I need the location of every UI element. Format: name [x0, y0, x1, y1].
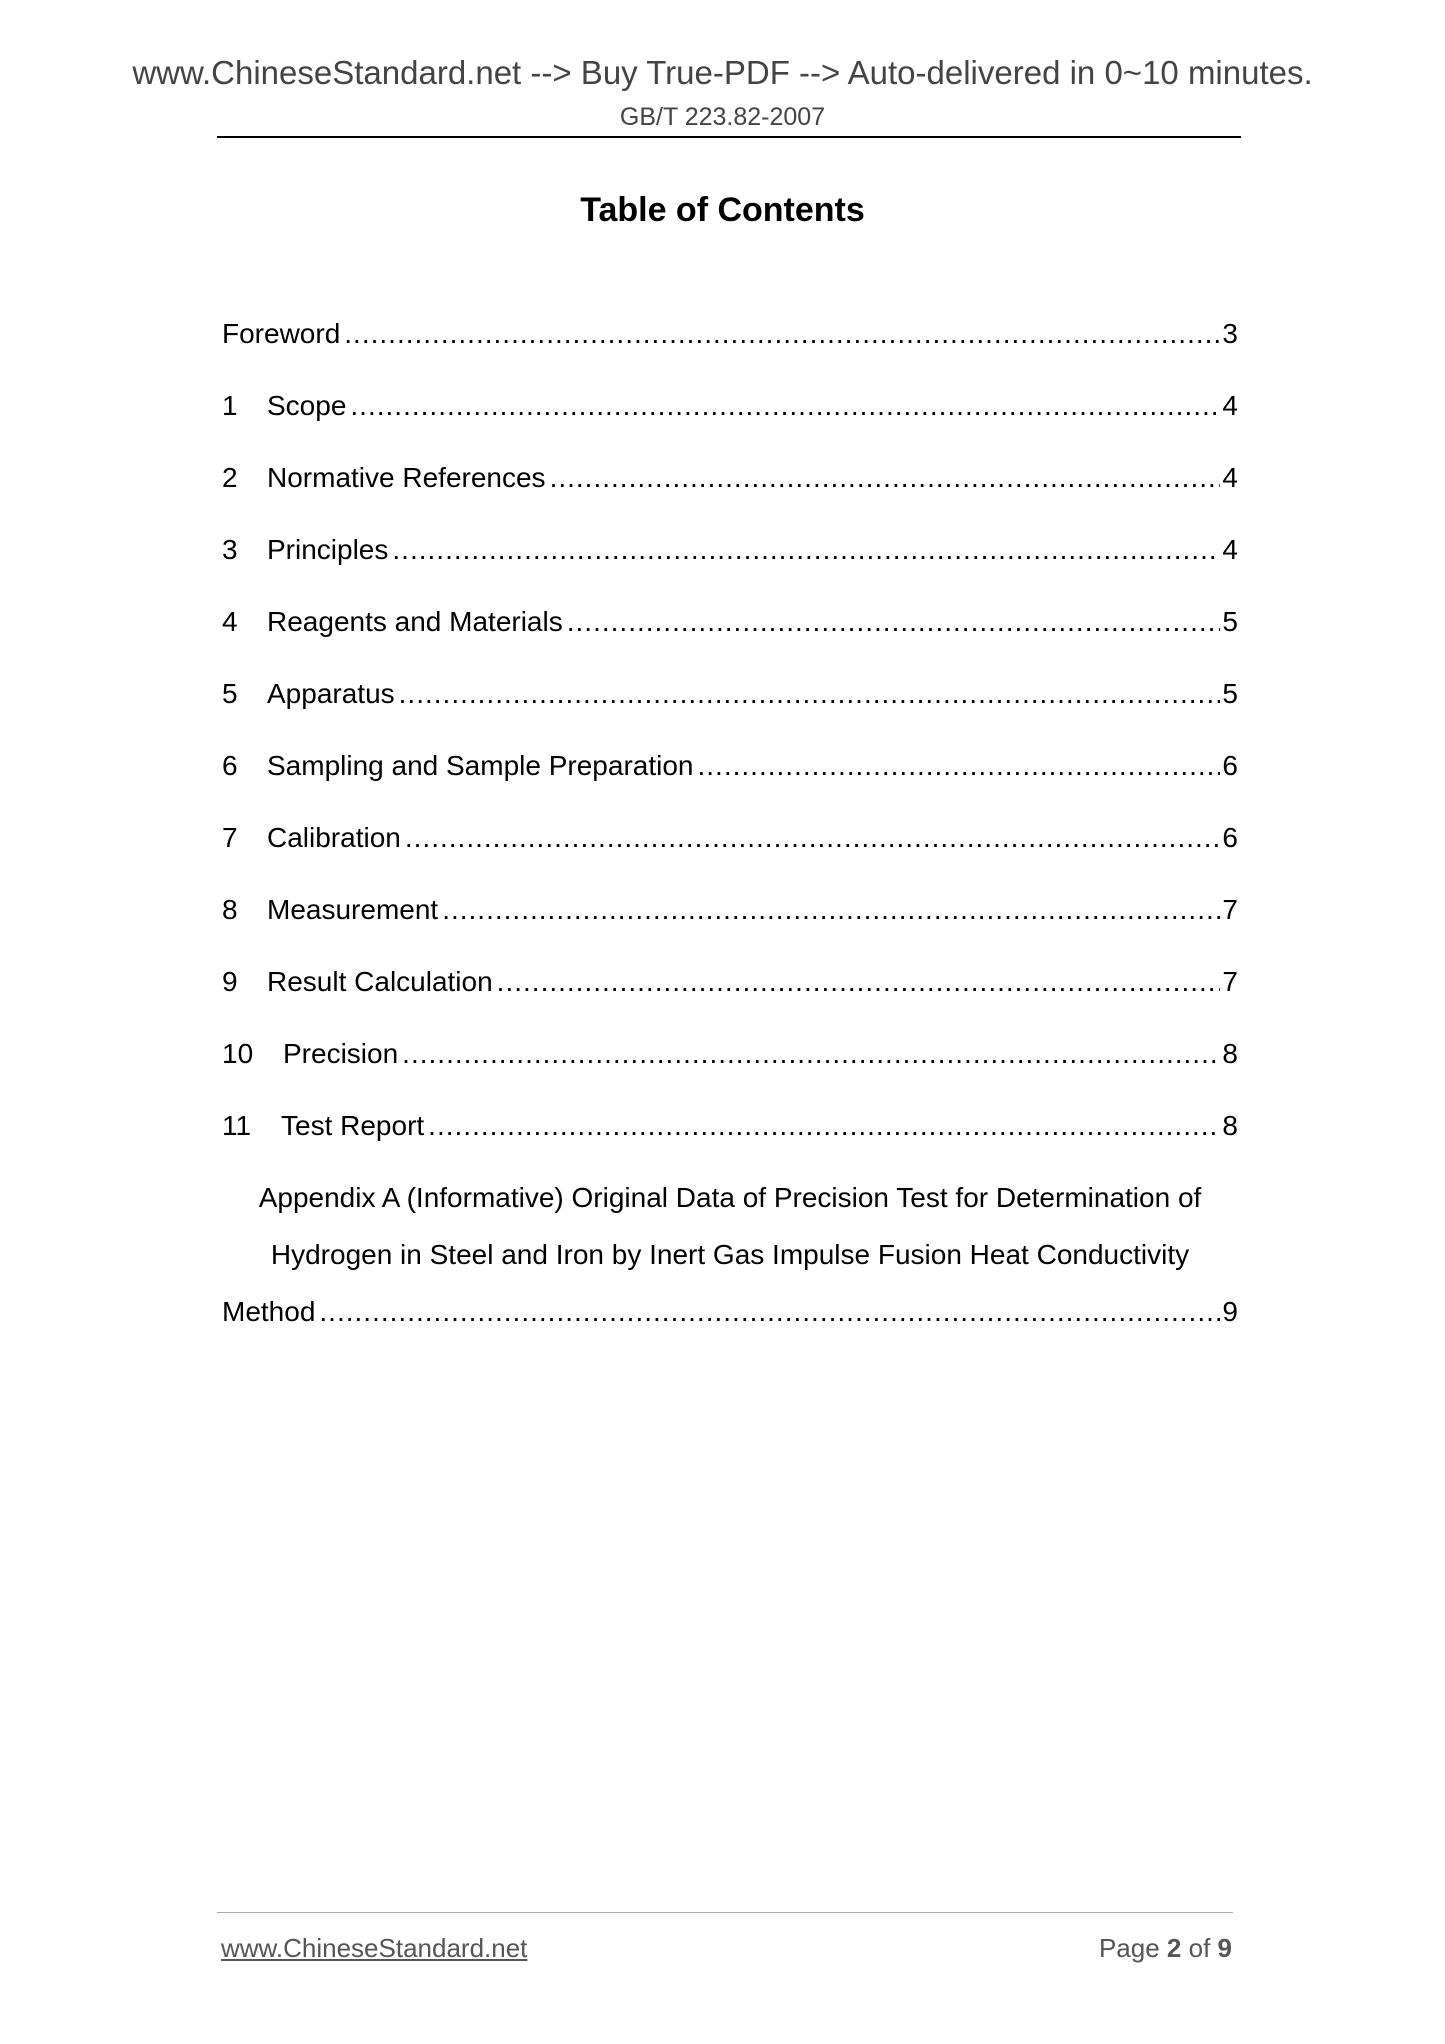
toc-entry-title: Principles — [267, 534, 389, 565]
toc-entry-title: Method — [222, 1296, 316, 1327]
toc-entry-number: 1 — [222, 390, 238, 421]
toc-appendix-line-1[interactable]: Appendix A (Informative) Original Data of Precision Test for Determination of — [258, 1182, 1202, 1213]
page-prefix: Page — [1098, 1933, 1160, 1963]
toc-entry-title: Normative References — [267, 462, 546, 493]
toc-entry-page: 4 — [1222, 462, 1238, 493]
toc-entry-precision[interactable] — [222, 1034, 1238, 1074]
toc-entry-title: Sampling and Sample Preparation — [267, 750, 694, 781]
toc-entry-apparatus[interactable] — [222, 674, 1238, 714]
toc-entry-test-report[interactable] — [222, 1106, 1238, 1146]
toc-entry-page: 7 — [1222, 966, 1238, 997]
footer-site-link[interactable]: www.ChineseStandard.net — [221, 1933, 528, 1963]
footer-divider — [217, 1912, 1233, 1913]
toc-entry-title: Precision — [283, 1038, 399, 1069]
toc-entry-page: 6 — [1222, 822, 1238, 853]
header-banner: www.ChineseStandard.net --> Buy True-PDF --> Auto-delivered in 0~10 minutes. — [132, 54, 1313, 91]
toc-entry-page: 9 — [1222, 1296, 1238, 1327]
toc-leader-dots — [402, 1034, 1220, 1074]
toc-entry-foreword[interactable] — [222, 314, 1238, 354]
toc-entry-measurement[interactable] — [222, 890, 1238, 930]
toc-entry-title: Test Report — [281, 1110, 425, 1141]
toc-entry-title: Scope — [267, 390, 347, 421]
page-current: 2 — [1166, 1933, 1182, 1963]
toc-entry-title: Apparatus — [267, 678, 395, 709]
toc-entry-number: 3 — [222, 534, 238, 565]
toc-entry-appendix-a[interactable] — [222, 1292, 1238, 1332]
standard-id: GB/T 223.82-2007 — [619, 103, 826, 131]
toc-leader-dots — [497, 962, 1221, 1002]
toc-leader-dots — [399, 674, 1221, 714]
toc-entry-principles[interactable] — [222, 530, 1238, 570]
toc-entry-title: Foreword — [222, 318, 341, 349]
toc-leader-dots — [319, 1292, 1220, 1332]
toc-entry-number: 4 — [222, 606, 238, 637]
toc-entry-page: 5 — [1222, 678, 1238, 709]
toc-entry-calibration[interactable] — [222, 818, 1238, 858]
toc-leader-dots — [428, 1106, 1220, 1146]
toc-entry-page: 8 — [1222, 1038, 1238, 1069]
page-title: Table of Contents — [580, 191, 865, 229]
toc-entry-number: 10 — [222, 1038, 254, 1069]
toc-leader-dots — [350, 386, 1220, 426]
toc-entry-scope[interactable] — [222, 386, 1238, 426]
toc-leader-dots — [392, 530, 1220, 570]
toc-entry-number: 6 — [222, 750, 238, 781]
toc-entry-page: 4 — [1222, 534, 1238, 565]
toc-leader-dots — [344, 314, 1220, 354]
toc-leader-dots — [567, 602, 1221, 642]
toc-entry-page: 4 — [1222, 390, 1238, 421]
toc-entry-title: Result Calculation — [267, 966, 493, 997]
toc-entry-title: Calibration — [267, 822, 401, 853]
page-of: of — [1188, 1933, 1211, 1963]
toc-entry-title: Reagents and Materials — [267, 606, 563, 637]
toc-leader-dots — [405, 818, 1221, 858]
toc-entry-number: 8 — [222, 894, 238, 925]
toc-entry-page: 7 — [1222, 894, 1238, 925]
toc-entry-page: 6 — [1222, 750, 1238, 781]
toc-leader-dots — [697, 746, 1220, 786]
toc-leader-dots — [550, 458, 1221, 498]
toc-appendix-line-2[interactable]: Hydrogen in Steel and Iron by Inert Gas Impulse Fusion Heat Conductivity — [270, 1239, 1190, 1270]
toc-entry-page: 8 — [1222, 1110, 1238, 1141]
page-number — [1099, 1933, 1232, 1964]
toc-leader-dots — [442, 890, 1220, 930]
toc-entry-page: 5 — [1222, 606, 1238, 637]
toc-entry-number: 9 — [222, 966, 238, 997]
toc-entry-normative-references[interactable] — [222, 458, 1238, 498]
page-total: 9 — [1217, 1933, 1232, 1963]
toc-entry-number: 2 — [222, 462, 238, 493]
toc-entry-number: 11 — [222, 1110, 252, 1141]
toc-entry-reagents-and-materials[interactable] — [222, 602, 1238, 642]
toc-entry-number: 5 — [222, 678, 238, 709]
toc-entry-page: 3 — [1222, 318, 1238, 349]
toc-entry-sampling[interactable] — [222, 746, 1238, 786]
toc-entry-number: 7 — [222, 822, 238, 853]
toc-entry-title: Measurement — [267, 894, 439, 925]
toc-entry-result-calculation[interactable] — [222, 962, 1238, 1002]
header-divider — [217, 136, 1241, 138]
